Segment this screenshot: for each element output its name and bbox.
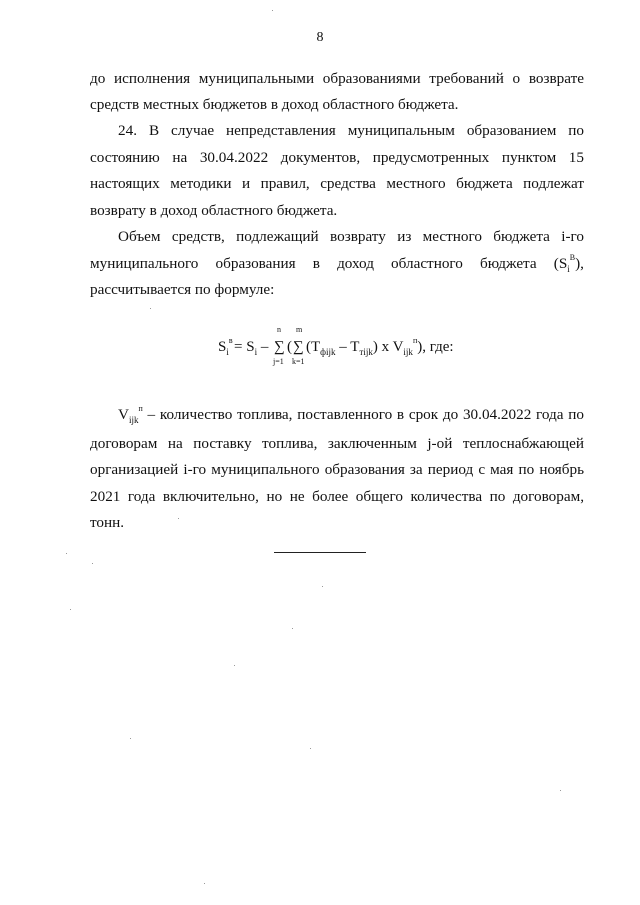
var-s-open: (S — [536, 254, 568, 272]
paragraph-volume-text: Объем средств, подлежащий возврату из местного бюджета i-го муниципального образования в доход областного бюджета — [90, 228, 584, 272]
formula-sum-k: ∑ — [293, 339, 304, 355]
end-rule — [274, 552, 366, 553]
scan-speck — [322, 586, 323, 587]
var-s-close: ), — [575, 254, 584, 272]
def-var: V — [118, 406, 129, 423]
paragraph-24: 24. В случае непредставления муниципальным образованием по состоянию на 30.04.2022 документов, предусмотренных пунктом 15 настоящих методики и правил, средства местного бюджета подлежат возврату в доход областного бюджета. — [90, 122, 584, 219]
formula-sum-k-top: m — [296, 325, 303, 334]
paragraph-definition — [90, 402, 584, 537]
scan-speck — [272, 10, 273, 11]
formula-sum-k-bottom: k=1 — [292, 357, 305, 366]
paragraph-continuation-line1: до исполнения муниципальными образованиями требований о возврате — [90, 70, 584, 87]
scan-speck — [66, 553, 67, 554]
scan-speck — [204, 883, 205, 884]
scan-speck — [70, 609, 71, 610]
def-var-sup: п — [138, 404, 143, 413]
formula-eq: = $S_i$ – — [234, 339, 269, 357]
formula-open-paren: ( — [287, 339, 292, 355]
var-s-sub: i — [567, 263, 570, 274]
var-s-sup: В — [569, 252, 576, 262]
paragraph-formula-intro: рассчитывается по формуле: — [90, 281, 275, 298]
formula-body: $(T_{фijk} - T_{тijk})$ x $V_{ijk}^п$), где: — [306, 336, 454, 357]
formula-sum-j: ∑ — [274, 339, 285, 355]
paragraph-continuation-line2: средств местных бюджетов в доход областного бюджета. — [90, 96, 459, 113]
def-var-sub: ijk — [128, 415, 139, 425]
formula-sum-j-bottom: j=1 — [273, 357, 284, 366]
def-text: – количество топлива, поставленного в срок до 30.04.2022 года по договорам на поставку топлива, заключенным j-ой теплоснабжающей организацией i-го муниципального образования за период с мая по ноябрь 2021 года включительно, но не более общего количества по договорам, тонн. — [90, 406, 584, 531]
scan-speck — [178, 518, 179, 519]
scan-speck — [234, 665, 235, 666]
page-number: 8 — [316, 30, 324, 45]
scan-speck — [92, 563, 93, 564]
paragraph-volume — [90, 224, 584, 279]
formula-lhs: $S_i^в$ — [218, 336, 233, 357]
scan-speck — [292, 628, 293, 629]
scan-speck — [560, 790, 561, 791]
scan-speck — [130, 738, 131, 739]
scan-speck — [150, 308, 151, 309]
formula-sum-j-top: n — [277, 325, 281, 334]
formula — [0, 325, 640, 375]
scan-speck — [310, 748, 311, 749]
